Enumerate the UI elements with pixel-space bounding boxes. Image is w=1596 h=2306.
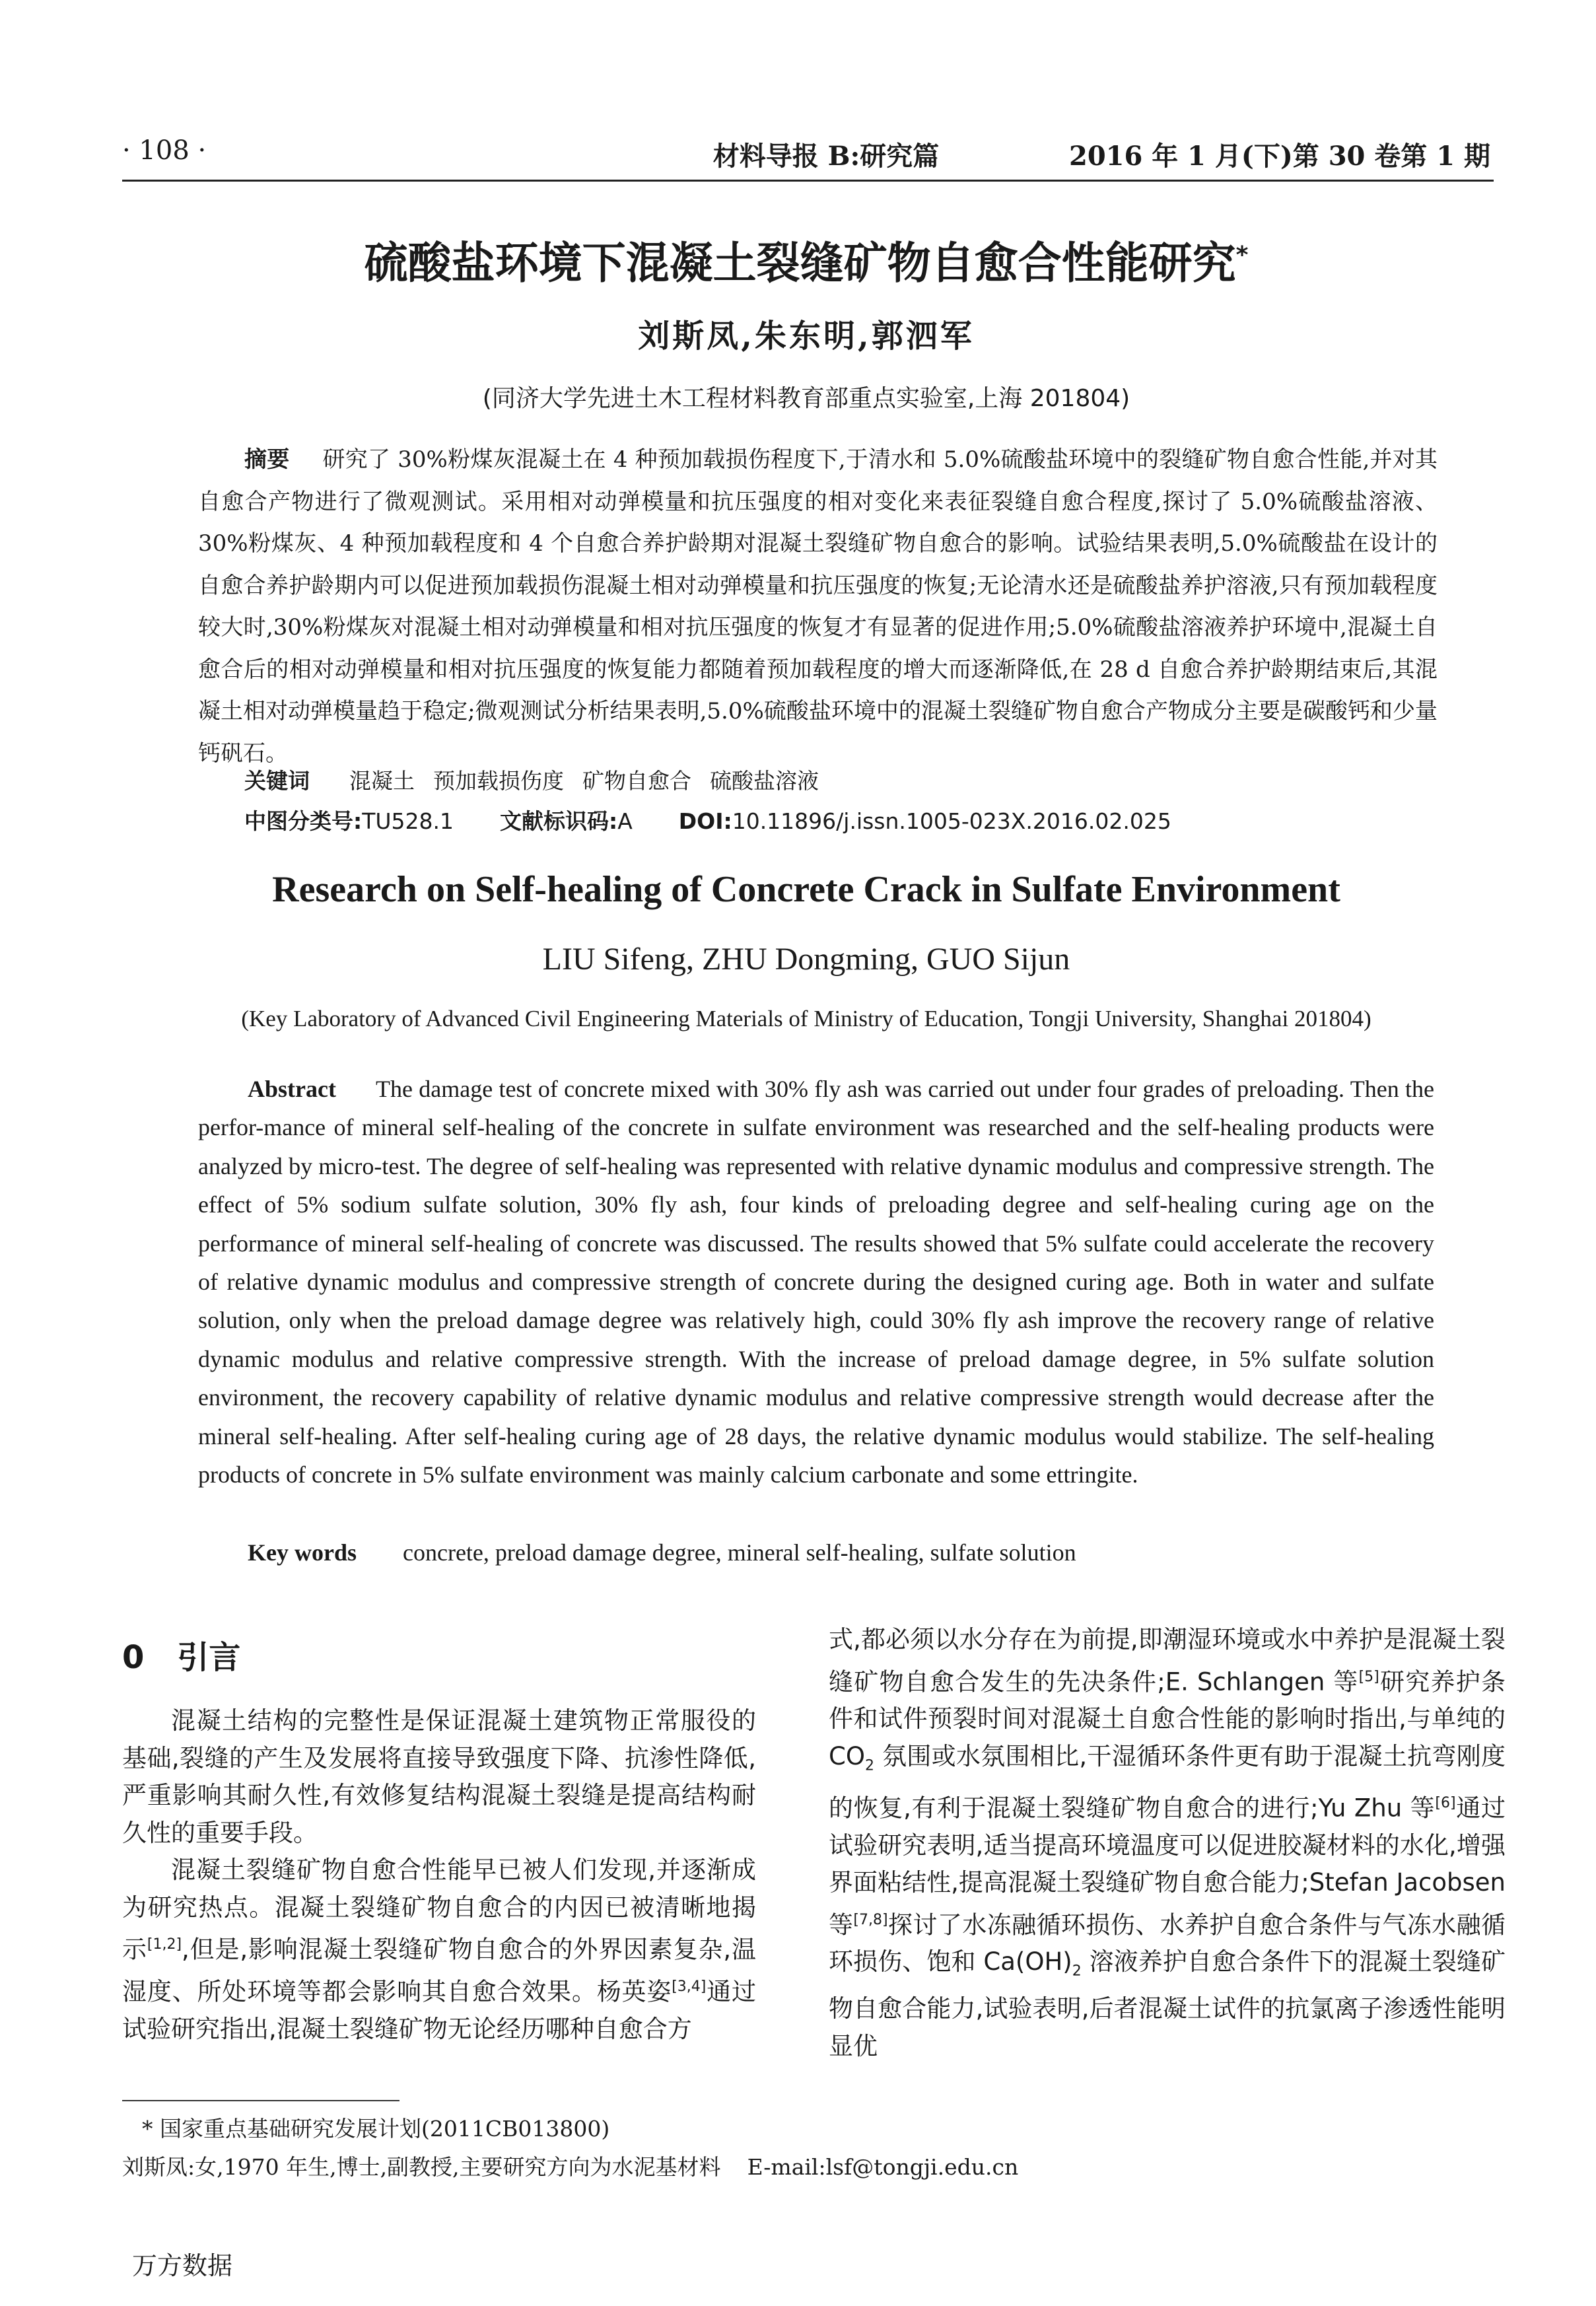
keywords-cn [244,764,1438,795]
body-text: 通过试验研究指出,混凝土裂缝矿物无论经历哪种自愈合方 [122,1977,757,2043]
body-text: 溶液养护自愈合条件下的混凝土裂缝矿物自愈合能力,试验表明,后者混凝土试件的抗氯离子渗透性能明显优 [829,1947,1506,2060]
abstract-cn-label: 摘要 [244,446,290,473]
abstract-cn [198,439,1438,775]
abstract-en [198,1070,1434,1494]
keywords-en-label: Key words [248,1539,357,1566]
abstract-cn-text: 研究了 30%粉煤灰混凝土在 4 种预加载损伤程度下,于清水和 5.0%硫酸盐环境中的裂缝矿物自愈合性能,并对其自愈合产物进行了微观测试。采用相对动弹模量和抗压强度的相对变化来表征裂缝自愈合程度,探讨了 5.0%硫酸盐溶液、30%粉煤灰、4 种预加载程度和 4 个自愈合养护龄期对混凝土裂缝矿物自愈合的影响。试验结果表明,5.0%硫酸盐在设计的自愈合养护龄期内可以促进预加载损伤混凝土相对动弹模量和抗压强度的恢复;无论清水还是硫酸盐养护溶液,只有预加载程度较大时,30%粉煤灰对混凝土相对动弹模量和相对抗压强度的恢复才有显著的促进作用;5.0%硫酸盐溶液养护环境中,混凝土自愈合后的相对动弹模量和相对抗压强度的恢复能力都随着预加载程度的增大而逐渐降低,在 28 d 自愈合养护龄期结束后,其混凝土相对动弹模量趋于稳定;微观测试分析结果表明,5.0%硫酸盐环境中的混凝土裂缝矿物自愈合产物成分主要是碳酸钙和少量钙矾石。 [198,446,1438,767]
clc-label: 中图分类号: [244,808,363,834]
footnote-author-text: 刘斯凤:女,1970 年生,博士,副教授,主要研究方向为水泥基材料 [122,2154,721,2180]
title-cn-text: 硫酸盐环境下混凝土裂缝矿物自愈合性能研究 [364,238,1236,289]
footnote-email: E-mail:lsf@tongji.edu.cn [747,2154,1019,2180]
doc-code-value: A [617,808,633,834]
body-column-right [829,1621,1506,2065]
title-footnote-mark: * [1235,242,1249,269]
classification-line [244,804,1438,835]
abstract-en-text: The damage test of concrete mixed with 30% fly ash was carried out under four grades of preloading. Then the perfor-mance of mineral self-healing of the concrete in sulfate environment was researched and the self-healing products were analyzed by micro-test. The degree of self-healing was represented with relative dynamic modulus and compressive strength. The effect of 5% sodium sulfate solution, 30% fly ash, four kinds of preloading degree and self-healing curing age on the performance of mineral self-healing of concrete was discussed. The results showed that 5% sulfate could accelerate the recovery of relative dynamic modulus and compressive strength of concrete during the designed curing age. Both in water and sulfate solution, only when the preload damage degree was relatively high, could 30% fly ash improve the recovery range of relative dynamic modulus and relative compressive strength. With the increase of preload damage degree, in 5% sulfate solution environment, the recovery capability of relative dynamic modulus and relative compressive strength would decrease after the mineral self-healing. After self-healing curing age of 28 days, the relative dynamic modulus would stabilize. The self-healing products of concrete in 5% sulfate environment was mainly calcium carbonate and some ettringite. [198,1076,1434,1488]
citation: [3,4] [672,1978,707,1995]
subscript: 2 [864,1757,874,1774]
journal-name: 材料导报 B:研究篇 [712,141,940,172]
subscript: 2 [1072,1963,1082,1980]
authors-cn: 刘斯凤,朱东明,郭泗军 [638,318,975,355]
affiliation-en: (Key Laboratory of Advanced Civil Engineering Materials of Ministry of Education, Tongji University, Shanghai 201804) [241,1006,1371,1031]
keywords-en [248,1539,1434,1566]
watermark-text: 万方数据 [132,2251,233,2280]
footnotes [122,2110,1490,2186]
section-number: 0 [122,1639,145,1676]
keyword-cn-item: 矿物自愈合 [582,768,691,794]
citation: [7,8] [853,1911,888,1928]
footnote-fund: * 国家重点基础研究发展计划(2011CB013800) [142,2116,610,2142]
citation: [6] [1435,1794,1456,1811]
body-text: 探讨了水冻融循环损伤、水养护自愈合条件与气冻水融循环损伤、饱和 Ca(OH) [829,1910,1506,1976]
keywords-cn-label: 关键词 [244,768,310,794]
affiliation-cn: (同济大学先进土木工程材料教育部重点实验室,上海 201804) [482,385,1130,412]
running-header [122,135,1490,182]
section-heading [122,1638,756,1677]
clc-value: TU528.1 [362,808,454,834]
header-rule [122,180,1494,182]
keyword-cn-item: 混凝土 [349,768,415,794]
issue-info: 2016 年 1 月(下)第 30 卷第 1 期 [1069,141,1490,172]
title-cn [122,228,1490,291]
abstract-en-label: Abstract [248,1076,336,1102]
citation: [5] [1358,1668,1379,1685]
keyword-cn-item: 硫酸盐溶液 [710,768,819,794]
body-text: 式,都必须以水分存在为前提,即潮湿环境或水中养护是混凝土裂缝矿物自愈合发生的先决条件;E. Schlangen 等 [829,1625,1506,1696]
body-text: 混凝土裂缝矿物自愈合性能早已被人们发现,并逐渐成为研究热点。混凝土裂缝矿物自愈合的内因已被清晰地揭示 [122,1856,756,1964]
footnote-rule [122,2100,399,2101]
doc-code-label: 文献标识码: [500,808,618,834]
body-text: ,但是,影响混凝土裂缝矿物自愈合的外界因素复杂,温湿度、所处环境等都会影响其自愈合效果。杨英姿 [122,1935,756,2006]
body-text: 通过试验研究表明,适当提高环境温度可以促进胶凝材料的水化,增强界面粘结性,提高混凝土裂缝矿物自愈合能力;Stefan Jacobsen 等 [829,1794,1506,1939]
keyword-cn-item: 预加载损伤度 [433,768,564,794]
body-paragraph [122,1852,756,2048]
footnote-author [122,2148,1490,2186]
authors-en: LIU Sifeng, ZHU Dongming, GUO Sijun [542,942,1070,977]
body-text: 研究养护条件和试件预裂时间对混凝土自愈合性能的影响时指出,与单纯的 CO [829,1667,1506,1770]
title-en: Research on Self-healing of Concrete Crack in Sulfate Environment [272,869,1340,910]
doi-value: 10.11896/j.issn.1005-023X.2016.02.025 [732,808,1171,834]
citation: [1,2] [147,1936,182,1953]
keywords-en-text: concrete, preload damage degree, mineral self-healing, sulfate solution [403,1539,1076,1566]
section-title: 引言 [177,1639,241,1676]
body-text: 氛围或水氛围相比,干湿循环条件更有助于混凝土抗弯刚度的恢复,有利于混凝土裂缝矿物自愈合的进行;Yu Zhu 等 [829,1741,1506,1823]
page-number: · 108 · [122,135,207,166]
body-column-left [122,1618,756,2048]
doi-label: DOI: [678,808,732,834]
body-paragraph: 混凝土结构的完整性是保证混凝土建筑物正常服役的基础,裂缝的产生及发展将直接导致强度下降、抗渗性降低,严重影响其耐久性,有效修复结构混凝土裂缝是提高结构耐久性的重要手段。 [122,1706,756,1847]
body-paragraph [829,1621,1506,2065]
